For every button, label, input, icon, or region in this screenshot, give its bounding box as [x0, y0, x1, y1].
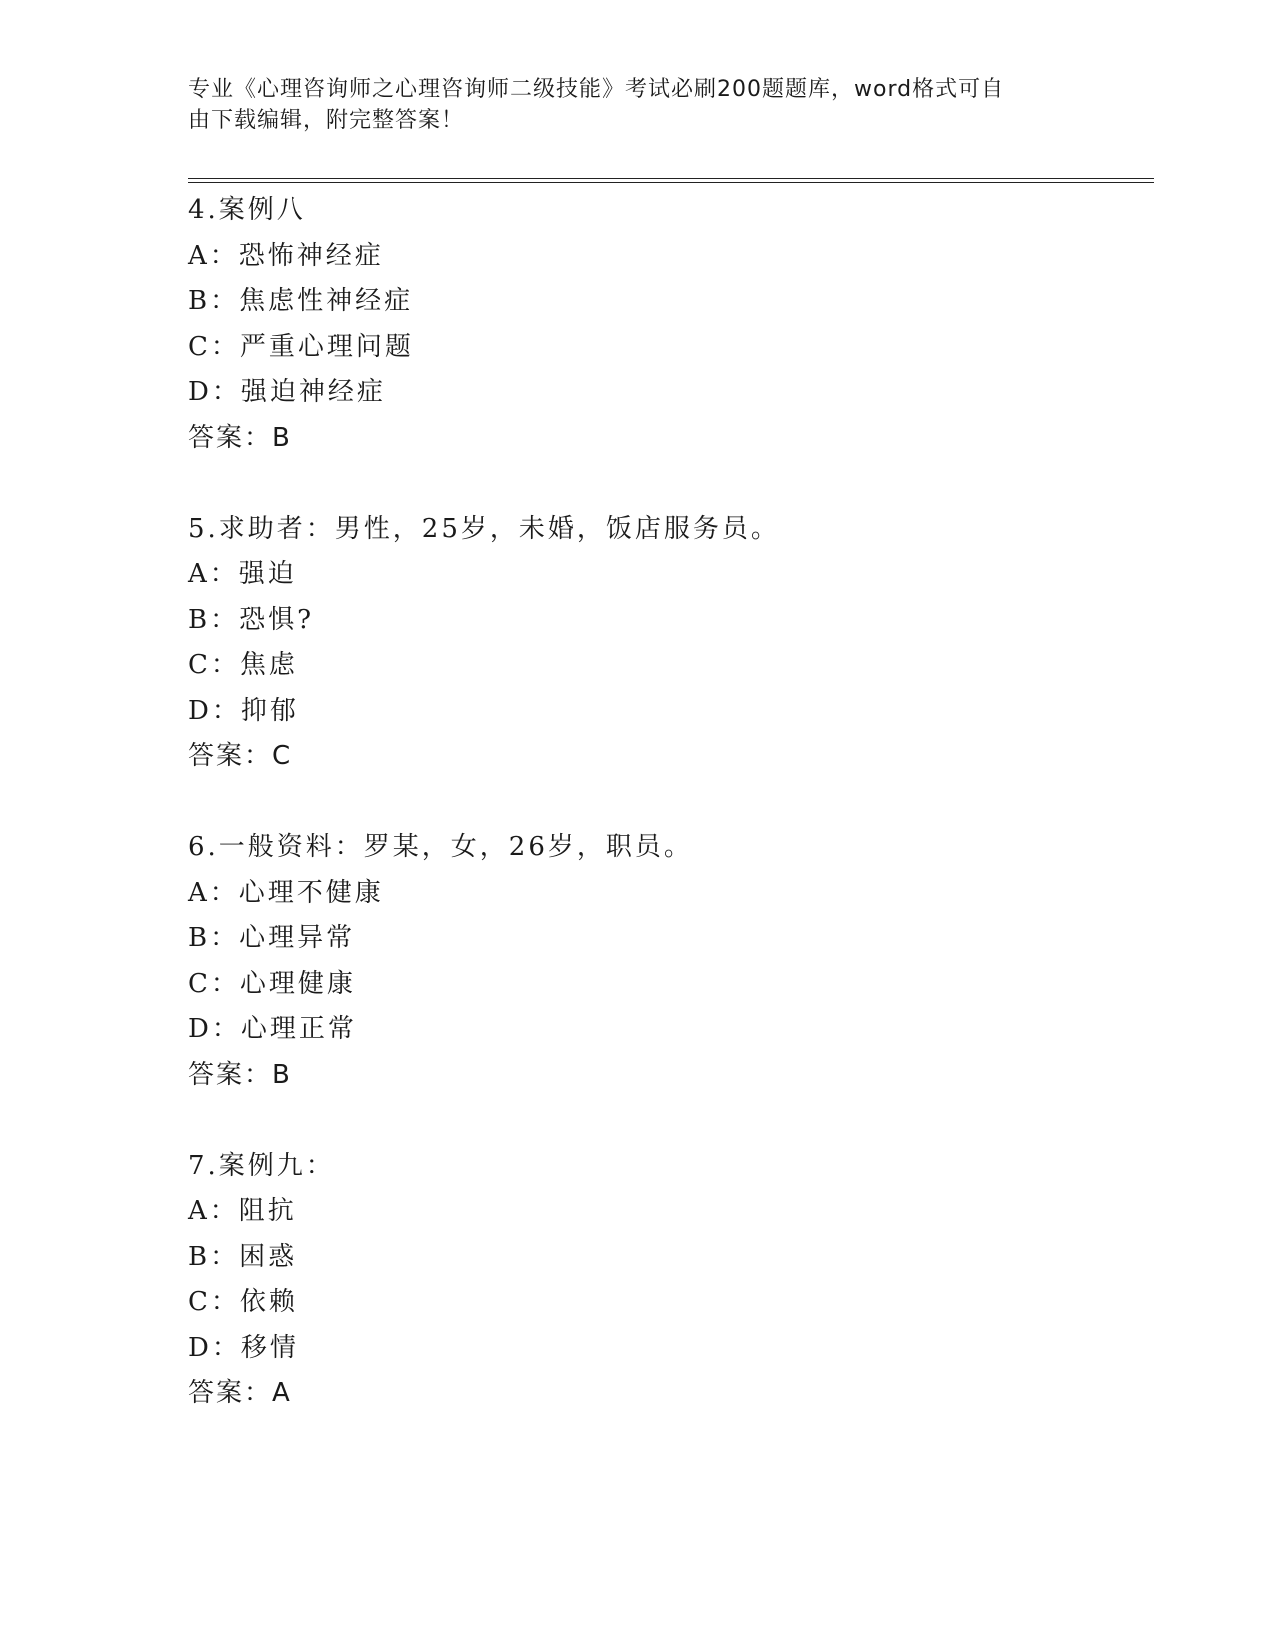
- option-b: B：困惑: [188, 1241, 298, 1272]
- header-rule-bottom: [188, 182, 1154, 183]
- header-line-1: 专业《心理咨询师之心理咨询师二级技能》考试必刷200题题库，word格式可自: [188, 77, 1005, 102]
- option-d: D：抑郁: [188, 695, 299, 726]
- option-a: A：阻抗: [188, 1196, 297, 1226]
- option-c: C：严重心理问题: [188, 331, 414, 362]
- document-header: [188, 74, 1068, 136]
- question-stem: 7.案例九：: [188, 1150, 335, 1181]
- option-d: D：心理正常: [188, 1014, 357, 1044]
- option-b: B：心理异常: [188, 923, 356, 953]
- header-line-2: 由下载编辑，附完整答案！: [188, 108, 465, 133]
- answer: 答案：B: [188, 422, 292, 453]
- option-a: A：强迫: [188, 559, 297, 589]
- option-c: C：焦虑: [188, 650, 298, 680]
- question-gap: [188, 780, 1148, 826]
- option-d: D：移情: [188, 1332, 299, 1363]
- option-b: B：恐惧?: [188, 604, 315, 635]
- question-stem: 4.案例八: [188, 195, 306, 225]
- question-gap: [188, 1098, 1148, 1144]
- question-stem: 6.一般资料：罗某，女，26岁，职员。: [188, 832, 693, 862]
- question-gap: [188, 461, 1148, 507]
- question-4: [188, 188, 1148, 507]
- option-c: C：心理健康: [188, 968, 356, 999]
- question-stem: 5.求助者：男性，25岁，未婚，饭店服务员。: [188, 513, 780, 544]
- option-a: A：恐怖神经症: [188, 240, 384, 271]
- option-c: C：依赖: [188, 1287, 298, 1317]
- header-rule-top: [188, 178, 1154, 179]
- question-5: [188, 507, 1148, 826]
- option-a: A：心理不健康: [188, 877, 384, 908]
- answer: 答案：C: [188, 741, 293, 771]
- answer: 答案：A: [188, 1378, 292, 1408]
- answer: 答案：B: [188, 1059, 292, 1090]
- question-7: [188, 1144, 1148, 1417]
- question-6: [188, 825, 1148, 1144]
- option-b: B：焦虑性神经症: [188, 286, 414, 316]
- option-d: D：强迫神经症: [188, 377, 386, 407]
- question-list: [188, 188, 1148, 1417]
